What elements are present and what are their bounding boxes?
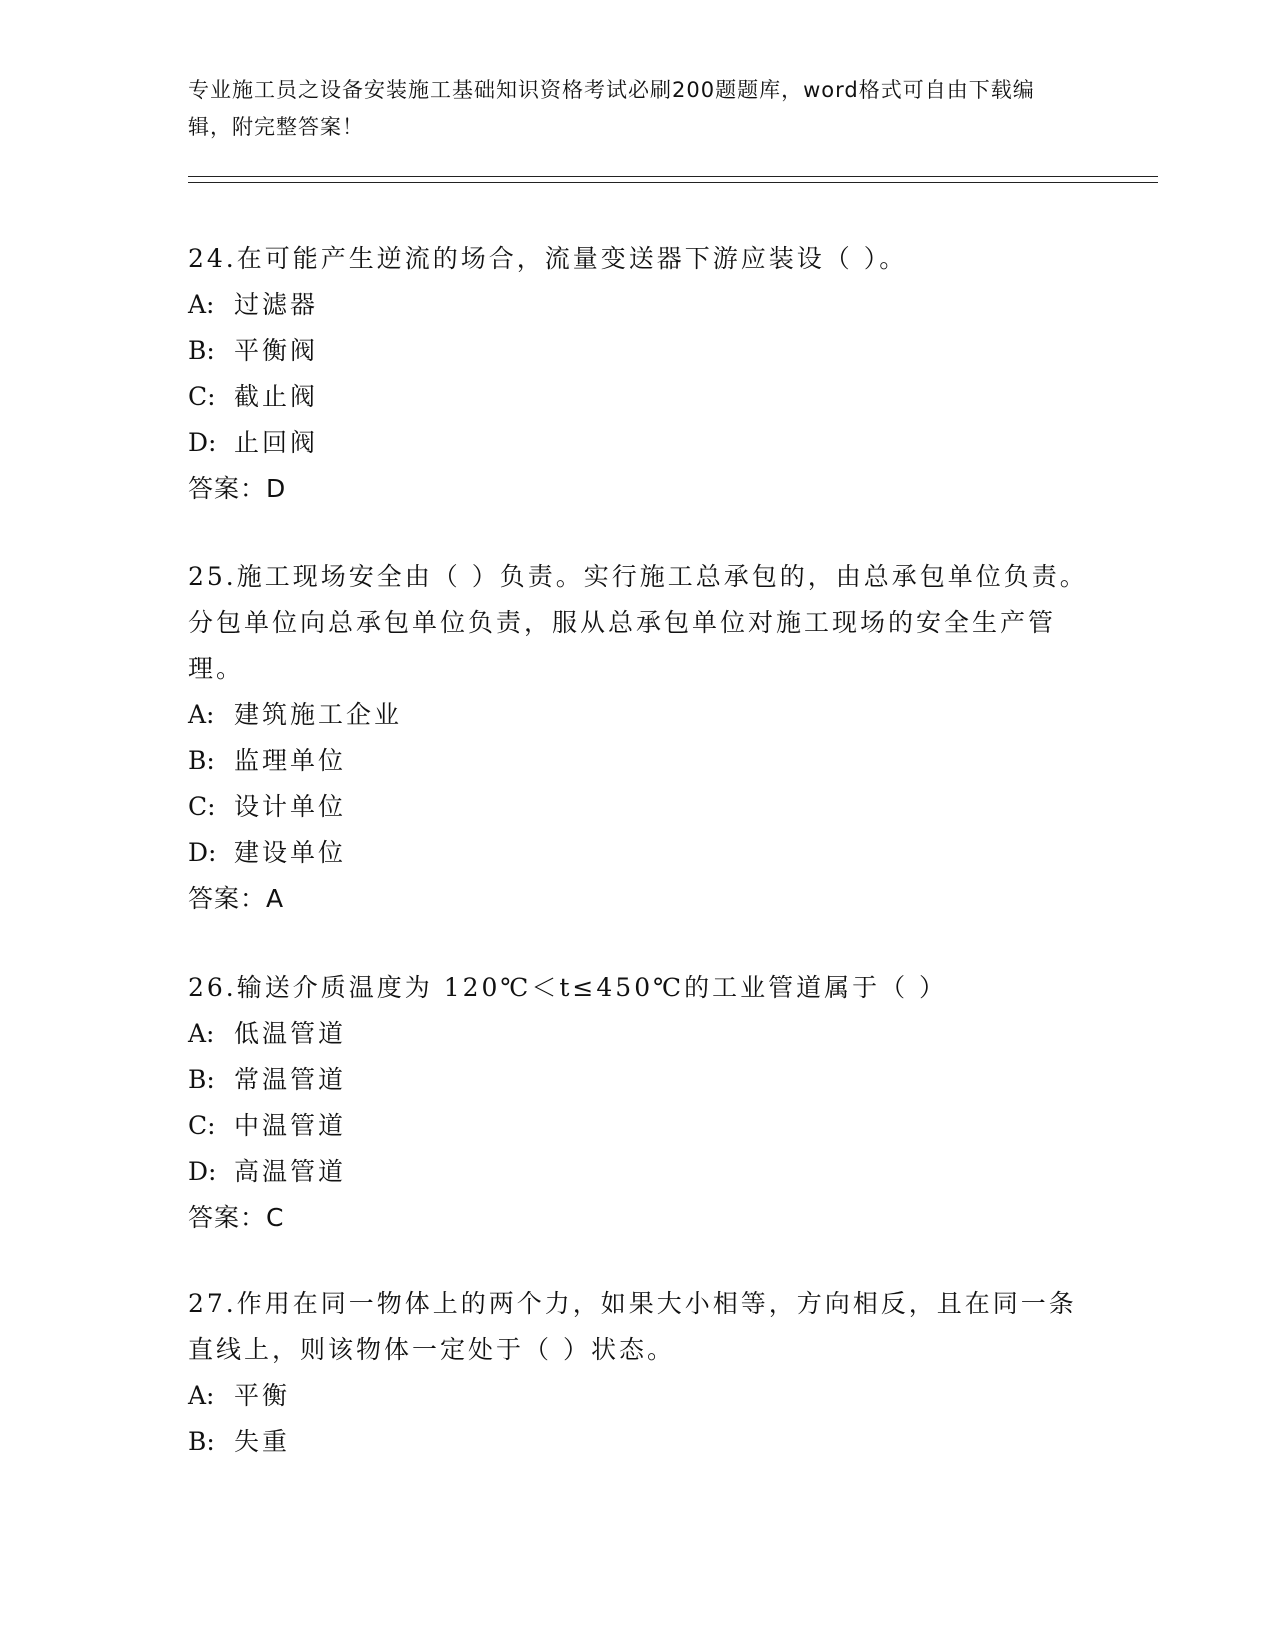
option-b xyxy=(188,1057,1088,1103)
option-letter: D: xyxy=(188,1157,217,1186)
option-letter: C: xyxy=(188,792,216,821)
option-d xyxy=(188,1149,1088,1195)
option-text: 过滤器 xyxy=(234,290,319,319)
option-text: 高温管道 xyxy=(234,1157,347,1186)
option-letter: B: xyxy=(188,746,215,775)
question-24 xyxy=(188,236,1088,512)
option-text: 建筑施工企业 xyxy=(234,700,403,729)
header-divider-bottom xyxy=(188,182,1158,183)
option-b xyxy=(188,328,1088,374)
option-text: 平衡 xyxy=(234,1381,291,1410)
option-text: 止回阀 xyxy=(234,428,319,457)
option-a xyxy=(188,1011,1088,1057)
question-stem: 26.输送介质温度为 120℃＜t≤450℃的工业管道属于（ ） xyxy=(188,973,948,1002)
option-text: 中温管道 xyxy=(234,1111,347,1140)
question-25 xyxy=(188,554,1088,922)
option-letter: B: xyxy=(188,1427,215,1456)
option-text: 监理单位 xyxy=(234,746,347,775)
answer-line: 答案：C xyxy=(188,1203,285,1232)
option-text: 常温管道 xyxy=(234,1065,347,1094)
option-text: 设计单位 xyxy=(234,792,347,821)
document-title: 专业施工员之设备安装施工基础知识资格考试必刷200题题库，word格式可自由下载编辑，附完整答案！ xyxy=(188,78,1035,139)
option-b xyxy=(188,1419,1088,1465)
option-letter: B: xyxy=(188,1065,215,1094)
option-d xyxy=(188,420,1088,466)
answer-line: 答案：D xyxy=(188,474,287,503)
option-c xyxy=(188,784,1088,830)
question-27 xyxy=(188,1281,1088,1465)
question-stem: 24.在可能产生逆流的场合，流量变送器下游应装设（ ）。 xyxy=(188,244,908,273)
option-letter: D: xyxy=(188,428,217,457)
option-text: 失重 xyxy=(234,1427,291,1456)
question-26 xyxy=(188,965,1088,1241)
option-letter: B: xyxy=(188,336,215,365)
option-c xyxy=(188,1103,1088,1149)
option-letter: A: xyxy=(188,290,215,319)
option-a xyxy=(188,1373,1088,1419)
option-c xyxy=(188,374,1088,420)
question-stem: 27.作用在同一物体上的两个力，如果大小相等，方向相反，且在同一条直线上，则该物体一定处于（ ）状态。 xyxy=(188,1289,1077,1364)
option-letter: C: xyxy=(188,1111,216,1140)
option-d xyxy=(188,830,1088,876)
option-text: 截止阀 xyxy=(234,382,319,411)
option-text: 平衡阀 xyxy=(234,336,319,365)
header-divider-top xyxy=(188,176,1158,177)
option-letter: C: xyxy=(188,382,216,411)
option-a xyxy=(188,692,1088,738)
option-letter: A: xyxy=(188,700,215,729)
answer-line: 答案：A xyxy=(188,884,285,913)
option-letter: D: xyxy=(188,838,217,867)
option-letter: A: xyxy=(188,1019,215,1048)
document-header xyxy=(188,72,1068,146)
question-stem: 25.施工现场安全由（ ）负责。实行施工总承包的，由总承包单位负责。分包单位向总承包单位负责，服从总承包单位对施工现场的安全生产管理。 xyxy=(188,562,1088,683)
option-b xyxy=(188,738,1088,784)
option-text: 建设单位 xyxy=(234,838,347,867)
option-text: 低温管道 xyxy=(234,1019,347,1048)
option-letter: A: xyxy=(188,1381,215,1410)
option-a xyxy=(188,282,1088,328)
